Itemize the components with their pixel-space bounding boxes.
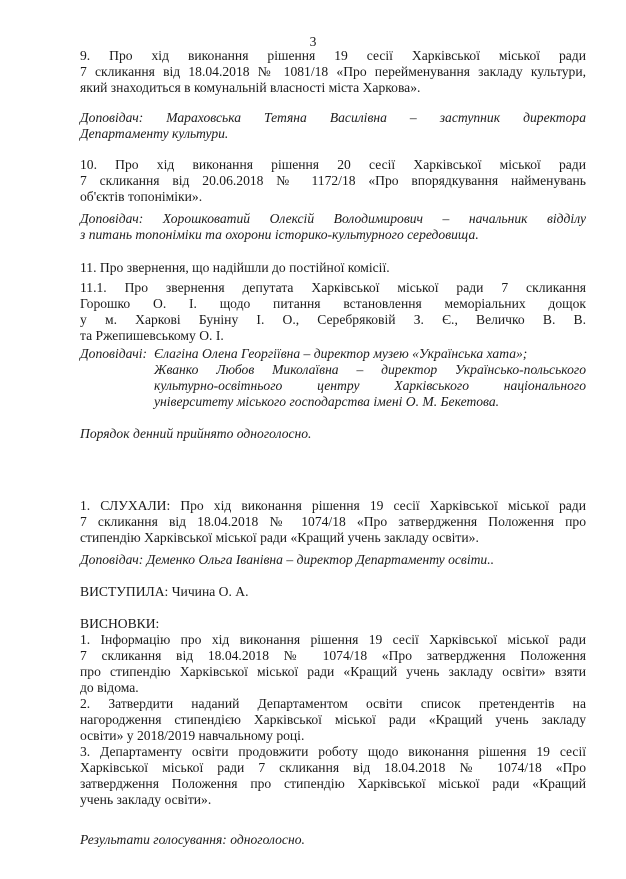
- heard-line: стипендію Харківської міської ради «Кращий учень закладу освіти».: [80, 530, 479, 545]
- conclusion-line: освіти» у 2018/2019 навчальному році.: [80, 728, 305, 743]
- agenda-item-11-speakers: [80, 346, 586, 410]
- conclusion-line: про стипендію Харківської міської ради «Кращий учень закладу освіти» взяти: [80, 664, 586, 679]
- speaker-line: Єлагіна Олена Георгіївна – директор музею «Українська хата»;: [154, 346, 528, 361]
- conclusion-line: 3. Департаменту освіти продовжити роботу щодо виконання рішення 19 сесії: [80, 744, 586, 759]
- spoke-line: ВИСТУПИЛА: Чичина О. А.: [80, 584, 249, 599]
- conclusion-line: 1. Інформацію про хід виконання рішення 19 сесії Харківської міської ради: [80, 632, 586, 647]
- heard-line: 7 скликання від 18.04.2018 № 1074/18 «Про затвердження Положення про: [80, 514, 586, 529]
- heard-section: [80, 498, 586, 546]
- agenda-item-10: [80, 157, 586, 205]
- conclusion-line: учень закладу освіти».: [80, 792, 212, 807]
- item-text-line: 7 скликання від 20.06.2018 № 1172/18 «Про впорядкування найменувань: [80, 173, 586, 188]
- heard-speaker: Доповідач: Деменко Ольга Іванівна – директор Департаменту освіти..: [80, 552, 495, 567]
- agenda-approved: Порядок денний прийнято одноголосно.: [80, 426, 312, 441]
- item-text-line: Горошко О. І. щодо питання встановлення меморіальних дощок: [80, 296, 586, 311]
- speaker-line: Жванко Любов Миколаївна – директор Українсько-польського: [154, 362, 586, 377]
- vote-results: Результати голосування: одноголосно.: [80, 832, 305, 847]
- conclusion-line: до відома.: [80, 680, 139, 695]
- item-text-line: 7 скликання від 18.04.2018 № 1081/18 «Про перейменування закладу культури,: [80, 64, 586, 79]
- page-number: 3: [309, 34, 317, 49]
- agenda-item-9: [80, 48, 586, 96]
- conclusions-body: [80, 632, 586, 808]
- item-text-line: який знаходиться в комунальній власності міста Харкова».: [80, 80, 421, 95]
- conclusion-line: Харківської міської ради 7 скликання від 18.04.2018 № 1074/18 «Про: [80, 760, 586, 775]
- item-title: 11. Про звернення, що надійшли до постійної комісії.: [80, 260, 390, 275]
- agenda-item-10-speaker: [80, 211, 586, 243]
- speakers-label: Доповідачі:: [80, 346, 147, 361]
- agenda-item-11-1: [80, 280, 586, 344]
- conclusion-line: нагородження стипендією Харківської міської ради «Кращий учень закладу: [80, 712, 586, 727]
- conclusion-line: 2. Затвердити наданий Департаментом освіти список претендентів на: [80, 696, 586, 711]
- speaker-line: з питань топоніміки та охорони історико-культурного середовища.: [80, 227, 479, 242]
- item-text-line: у м. Харкові Буніну І. О., Серебряковій З. Є., Величко В. В.: [80, 312, 586, 327]
- agenda-item-9-speaker: [80, 110, 586, 142]
- item-text-line: 10. Про хід виконання рішення 20 сесії Харківської міської ради: [80, 157, 586, 172]
- item-text-line: 9. Про хід виконання рішення 19 сесії Харківської міської ради: [80, 48, 586, 63]
- speaker-line: університету міського господарства імені О. М. Бекетова.: [154, 394, 500, 409]
- item-text-line: та Ржепишевському О. І.: [80, 328, 224, 343]
- conclusion-line: затвердження Положення про стипендію Харківської міської ради «Кращий: [80, 776, 586, 791]
- item-text-line: об'єктів топоніміки».: [80, 189, 203, 204]
- conclusion-line: 7 скликання від 18.04.2018 № 1074/18 «Про затвердження Положення: [80, 648, 586, 663]
- speaker-line: Доповідач: Хорошковатий Олексій Володимирович – начальник відділу: [80, 211, 586, 226]
- speaker-line: культурно-освітнього центру Харківського національного: [154, 378, 586, 393]
- conclusions-title: ВИСНОВКИ:: [80, 616, 160, 631]
- speaker-line: Департаменту культури.: [80, 126, 229, 141]
- speaker-line: Доповідач: Мараховська Тетяна Василівна – заступник директора: [80, 110, 586, 125]
- item-text-line: 11.1. Про звернення депутата Харківської міської ради 7 скликання: [80, 280, 586, 295]
- agenda-item-11: [80, 260, 586, 276]
- heard-line: 1. СЛУХАЛИ: Про хід виконання рішення 19 сесії Харківської міської ради: [80, 498, 586, 513]
